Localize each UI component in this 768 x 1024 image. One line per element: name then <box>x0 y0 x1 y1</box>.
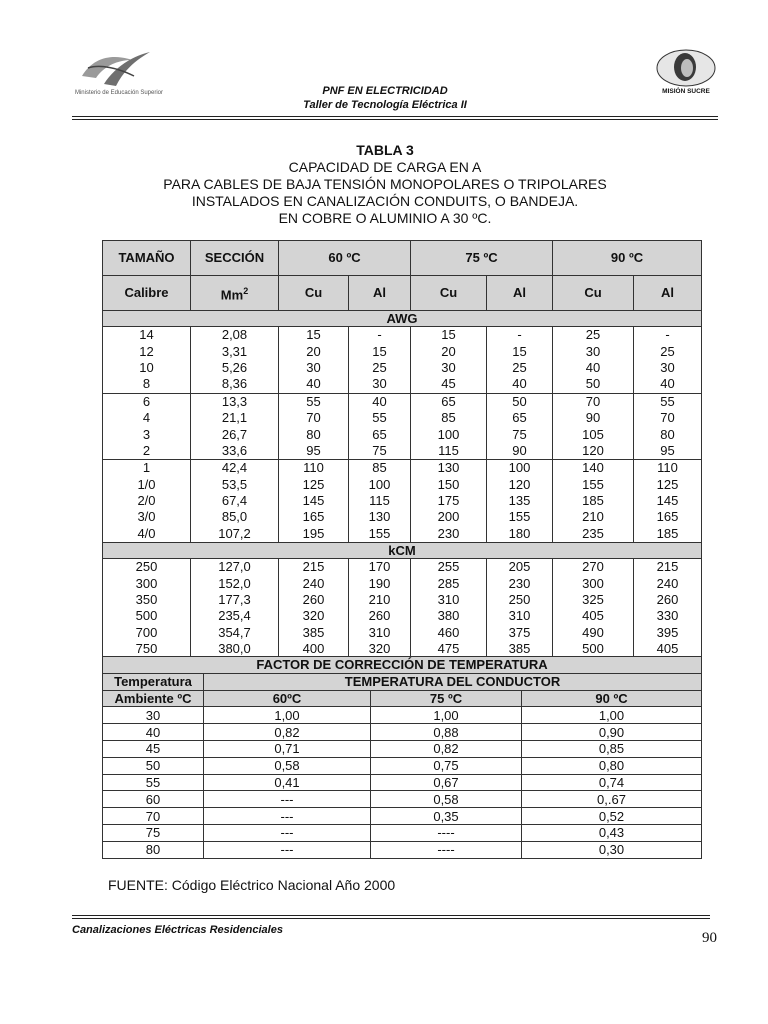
table-cell: 3 <box>103 426 191 442</box>
table-cell: 165 <box>279 509 349 525</box>
header-al-90: Al <box>634 276 702 311</box>
factor-header-temp2: Ambiente ºC <box>103 690 204 707</box>
table-cell: 127,0 <box>191 559 279 576</box>
table-cell: 70 <box>634 410 702 426</box>
table-cell: 40 <box>487 376 553 393</box>
table-cell: 42,4 <box>191 460 279 477</box>
factor-cell: 0,88 <box>371 724 522 741</box>
table-cell: 30 <box>553 343 634 359</box>
table-cell: 195 <box>279 526 349 543</box>
table-row <box>103 625 702 641</box>
table-cell: 21,1 <box>191 410 279 426</box>
factor-cell: 0,41 <box>204 774 371 791</box>
factor-row <box>103 808 702 825</box>
table-cell: 40 <box>279 376 349 393</box>
factor-cell: 0,43 <box>522 824 702 841</box>
table-cell: 260 <box>349 608 411 624</box>
table-cell: 180 <box>487 526 553 543</box>
factor-cell: --- <box>204 824 371 841</box>
factor-row <box>103 707 702 724</box>
table-cell: 85,0 <box>191 509 279 525</box>
table-cell: 2/0 <box>103 493 191 509</box>
table-cell: 8 <box>103 376 191 393</box>
table-cell: 260 <box>634 592 702 608</box>
table-cell: 325 <box>553 592 634 608</box>
table-cell: 40 <box>349 393 411 410</box>
factor-row <box>103 841 702 858</box>
table-cell: 15 <box>411 327 487 344</box>
factor-cell: 0,90 <box>522 724 702 741</box>
table-cell: 120 <box>487 477 553 493</box>
table-cell: 75 <box>487 426 553 442</box>
table-cell: 65 <box>349 426 411 442</box>
ministry-logo-text: Ministerio de Educación Superior <box>74 90 164 96</box>
table-cell: 50 <box>487 393 553 410</box>
table-row <box>103 360 702 376</box>
table-cell: 240 <box>634 575 702 591</box>
table-cell: 55 <box>634 393 702 410</box>
header-mm2 <box>191 276 279 311</box>
table-cell: 6 <box>103 393 191 410</box>
footer-title: Canalizaciones Eléctricas Residenciales <box>72 924 283 936</box>
mision-sucre-logo <box>650 48 722 104</box>
table-row <box>103 410 702 426</box>
table-cell: 190 <box>349 575 411 591</box>
table-cell: 155 <box>487 509 553 525</box>
table-cell: 500 <box>103 608 191 624</box>
section-awg: AWG <box>103 311 702 327</box>
table-cell: 165 <box>634 509 702 525</box>
factor-header-conductor: TEMPERATURA DEL CONDUCTOR <box>204 673 702 690</box>
table-cell: 385 <box>487 641 553 657</box>
factor-cell: 1,00 <box>204 707 371 724</box>
table-cell: 55 <box>279 393 349 410</box>
table-cell: 140 <box>553 460 634 477</box>
header-seccion: SECCIÓN <box>191 241 279 276</box>
table-cell: 40 <box>553 360 634 376</box>
table-cell: 40 <box>634 376 702 393</box>
table-cell: - <box>349 327 411 344</box>
table-row <box>103 393 702 410</box>
table-cell: 125 <box>279 477 349 493</box>
table-cell: 115 <box>411 443 487 460</box>
table-cell: 80 <box>279 426 349 442</box>
table-cell: 100 <box>349 477 411 493</box>
table-cell: 170 <box>349 559 411 576</box>
table-cell: 4/0 <box>103 526 191 543</box>
factor-header-90: 90 ºC <box>522 690 702 707</box>
table-cell: 1/0 <box>103 477 191 493</box>
table-cell: 85 <box>411 410 487 426</box>
table-cell: 30 <box>279 360 349 376</box>
table-cell: 380 <box>411 608 487 624</box>
factor-cell: 0,71 <box>204 740 371 757</box>
table-cell: 210 <box>553 509 634 525</box>
table-row <box>103 426 702 442</box>
table-cell: 230 <box>487 575 553 591</box>
factor-cell: 0,82 <box>204 724 371 741</box>
factor-header-temp1: Temperatura <box>103 673 204 690</box>
table-cell: 130 <box>411 460 487 477</box>
table-cell: 95 <box>634 443 702 460</box>
document-header <box>230 84 540 112</box>
table-cell: 500 <box>553 641 634 657</box>
factor-header-75: 75 ºC <box>371 690 522 707</box>
table-cell: 4 <box>103 410 191 426</box>
factor-cell: 60 <box>103 791 204 808</box>
table-cell: 14 <box>103 327 191 344</box>
table-row <box>103 493 702 509</box>
table-cell: 2,08 <box>191 327 279 344</box>
table-number: TABLA 3 <box>356 142 414 158</box>
table-cell: 30 <box>634 360 702 376</box>
table-cell: 90 <box>487 443 553 460</box>
table-cell: 260 <box>279 592 349 608</box>
header-90c: 90 ºC <box>553 241 702 276</box>
table-cell: 405 <box>553 608 634 624</box>
table-cell: 110 <box>634 460 702 477</box>
table-cell: 354,7 <box>191 625 279 641</box>
table-cell: - <box>634 327 702 344</box>
table-cell: 145 <box>279 493 349 509</box>
header-75c: 75 ºC <box>411 241 553 276</box>
table-cell: 350 <box>103 592 191 608</box>
mision-sucre-text: MISIÓN SUCRE <box>662 88 710 95</box>
table-row <box>103 460 702 477</box>
table-cell: 75 <box>349 443 411 460</box>
table-cell: 490 <box>553 625 634 641</box>
title-line-5: EN COBRE O ALUMINIO A 30 ºC. <box>278 210 492 226</box>
table-cell: 395 <box>634 625 702 641</box>
table-cell: 177,3 <box>191 592 279 608</box>
table-cell: 8,36 <box>191 376 279 393</box>
factor-cell: 40 <box>103 724 204 741</box>
table-cell: 150 <box>411 477 487 493</box>
footer-rule-bottom <box>72 918 710 919</box>
table-cell: 53,5 <box>191 477 279 493</box>
table-cell: 230 <box>411 526 487 543</box>
table-cell: 152,0 <box>191 575 279 591</box>
factor-cell: 80 <box>103 841 204 858</box>
factor-header-60: 60ºC <box>204 690 371 707</box>
header-cu-60: Cu <box>279 276 349 311</box>
table-row <box>103 608 702 624</box>
factor-cell: 0,82 <box>371 740 522 757</box>
ministry-logo <box>74 46 164 108</box>
table-cell: 25 <box>553 327 634 344</box>
table-cell: 95 <box>279 443 349 460</box>
table-row <box>103 526 702 543</box>
factor-cell: 0,58 <box>204 757 371 774</box>
factor-cell: 0,.67 <box>522 791 702 808</box>
table-cell: 100 <box>487 460 553 477</box>
header-cu-75: Cu <box>411 276 487 311</box>
table-cell: 155 <box>553 477 634 493</box>
factor-cell: 30 <box>103 707 204 724</box>
factor-row <box>103 824 702 841</box>
table-cell: 45 <box>411 376 487 393</box>
table-cell: 185 <box>634 526 702 543</box>
table-cell: 270 <box>553 559 634 576</box>
table-cell: 20 <box>279 343 349 359</box>
section-kcm: kCM <box>103 543 702 559</box>
table-cell: 55 <box>349 410 411 426</box>
table-cell: 380,0 <box>191 641 279 657</box>
table-cell: 5,26 <box>191 360 279 376</box>
factor-cell: 0,74 <box>522 774 702 791</box>
factor-cell: 50 <box>103 757 204 774</box>
table-cell: 200 <box>411 509 487 525</box>
table-cell: 255 <box>411 559 487 576</box>
table-row <box>103 592 702 608</box>
table-cell: 460 <box>411 625 487 641</box>
table-cell: 105 <box>553 426 634 442</box>
table-cell: 385 <box>279 625 349 641</box>
factor-cell: 0,85 <box>522 740 702 757</box>
factor-cell: ---- <box>371 824 522 841</box>
table-cell: 235 <box>553 526 634 543</box>
factor-cell: --- <box>204 808 371 825</box>
factor-cell: 0,52 <box>522 808 702 825</box>
table-cell: 155 <box>349 526 411 543</box>
table-cell: 70 <box>553 393 634 410</box>
table-row <box>103 575 702 591</box>
title-line-3: PARA CABLES DE BAJA TENSIÓN MONOPOLARES O TRIPOLARES <box>163 176 607 192</box>
source-note: FUENTE: Código Eléctrico Nacional Año 2000 <box>108 877 396 893</box>
table-cell: 33,6 <box>191 443 279 460</box>
table-cell: 107,2 <box>191 526 279 543</box>
header-al-60: Al <box>349 276 411 311</box>
factor-cell: 45 <box>103 740 204 757</box>
table-cell: 300 <box>103 575 191 591</box>
table-cell: 85 <box>349 460 411 477</box>
table-cell: 475 <box>411 641 487 657</box>
table-row <box>103 443 702 460</box>
factor-cell: 0,75 <box>371 757 522 774</box>
factor-cell: 1,00 <box>522 707 702 724</box>
factor-cell: --- <box>204 841 371 858</box>
factor-cell: 0,35 <box>371 808 522 825</box>
table-cell: 320 <box>279 608 349 624</box>
table-cell: 330 <box>634 608 702 624</box>
table-cell: 135 <box>487 493 553 509</box>
table-cell: 215 <box>634 559 702 576</box>
title-line-2: CAPACIDAD DE CARGA EN A <box>288 159 482 175</box>
table-cell: 25 <box>349 360 411 376</box>
table-cell: - <box>487 327 553 344</box>
factor-cell: 0,58 <box>371 791 522 808</box>
factor-cell: 75 <box>103 824 204 841</box>
table-cell: 10 <box>103 360 191 376</box>
factor-cell: 0,30 <box>522 841 702 858</box>
ampacity-table <box>102 240 702 657</box>
table-cell: 30 <box>349 376 411 393</box>
factor-cell: ---- <box>371 841 522 858</box>
header-mm-text: Mm <box>220 287 244 303</box>
table-cell: 70 <box>279 410 349 426</box>
factor-cell: 0,67 <box>371 774 522 791</box>
ministry-logo-icon <box>74 46 154 90</box>
table-cell: 750 <box>103 641 191 657</box>
factor-cell: 1,00 <box>371 707 522 724</box>
header-rule-top <box>72 116 718 117</box>
title-line-4: INSTALADOS EN CANALIZACIÓN CONDUITS, O BANDEJA. <box>191 193 579 209</box>
table-cell: 3,31 <box>191 343 279 359</box>
table-cell: 700 <box>103 625 191 641</box>
table-cell: 65 <box>487 410 553 426</box>
table-cell: 375 <box>487 625 553 641</box>
table-cell: 15 <box>349 343 411 359</box>
table-row <box>103 477 702 493</box>
table-cell: 90 <box>553 410 634 426</box>
table-cell: 12 <box>103 343 191 359</box>
table-cell: 250 <box>103 559 191 576</box>
header-tamano: TAMAÑO <box>103 241 191 276</box>
header-rule-bottom <box>72 119 718 120</box>
table-cell: 145 <box>634 493 702 509</box>
factor-row <box>103 740 702 757</box>
page-number: 90 <box>702 930 717 946</box>
table-cell: 285 <box>411 575 487 591</box>
table-cell: 20 <box>411 343 487 359</box>
table-cell: 25 <box>487 360 553 376</box>
table-cell: 13,3 <box>191 393 279 410</box>
header-al-75: Al <box>487 276 553 311</box>
table-cell: 405 <box>634 641 702 657</box>
table-cell: 310 <box>349 625 411 641</box>
table-cell: 210 <box>349 592 411 608</box>
table-row <box>103 327 702 344</box>
table-cell: 120 <box>553 443 634 460</box>
table-cell: 250 <box>487 592 553 608</box>
header-cu-90: Cu <box>553 276 634 311</box>
table-cell: 67,4 <box>191 493 279 509</box>
table-cell: 3/0 <box>103 509 191 525</box>
mision-sucre-logo-icon <box>655 48 717 88</box>
table-cell: 235,4 <box>191 608 279 624</box>
table-cell: 240 <box>279 575 349 591</box>
factor-row <box>103 757 702 774</box>
table-cell: 130 <box>349 509 411 525</box>
factor-cell: 55 <box>103 774 204 791</box>
table-cell: 310 <box>411 592 487 608</box>
footer-rule-top <box>72 915 710 916</box>
table-cell: 115 <box>349 493 411 509</box>
table-row <box>103 641 702 657</box>
table-cell: 125 <box>634 477 702 493</box>
header-program: PNF EN ELECTRICIDAD <box>322 85 448 97</box>
table-cell: 26,7 <box>191 426 279 442</box>
correction-factor-table <box>102 656 702 859</box>
table-cell: 80 <box>634 426 702 442</box>
table-cell: 175 <box>411 493 487 509</box>
table-cell: 15 <box>279 327 349 344</box>
factor-title: FACTOR DE CORRECCIÓN DE TEMPERATURA <box>103 657 702 674</box>
table-row <box>103 376 702 393</box>
table-cell: 110 <box>279 460 349 477</box>
table-cell: 400 <box>279 641 349 657</box>
table-cell: 1 <box>103 460 191 477</box>
table-cell: 65 <box>411 393 487 410</box>
table-cell: 320 <box>349 641 411 657</box>
header-mm-exponent: 2 <box>243 285 249 296</box>
table-cell: 300 <box>553 575 634 591</box>
header-60c: 60 ºC <box>279 241 411 276</box>
table-cell: 185 <box>553 493 634 509</box>
table-cell: 25 <box>634 343 702 359</box>
table-row <box>103 509 702 525</box>
table-cell: 310 <box>487 608 553 624</box>
factor-cell: 0,80 <box>522 757 702 774</box>
table-cell: 15 <box>487 343 553 359</box>
table-cell: 215 <box>279 559 349 576</box>
header-course: Taller de Tecnología Eléctrica II <box>303 99 467 111</box>
table-cell: 205 <box>487 559 553 576</box>
factor-row <box>103 791 702 808</box>
table-title <box>100 142 670 227</box>
factor-cell: --- <box>204 791 371 808</box>
factor-row <box>103 774 702 791</box>
factor-row <box>103 724 702 741</box>
table-cell: 50 <box>553 376 634 393</box>
factor-cell: 70 <box>103 808 204 825</box>
table-cell: 100 <box>411 426 487 442</box>
table-row <box>103 343 702 359</box>
table-cell: 30 <box>411 360 487 376</box>
table-cell: 2 <box>103 443 191 460</box>
header-calibre: Calibre <box>103 276 191 311</box>
table-row <box>103 559 702 576</box>
